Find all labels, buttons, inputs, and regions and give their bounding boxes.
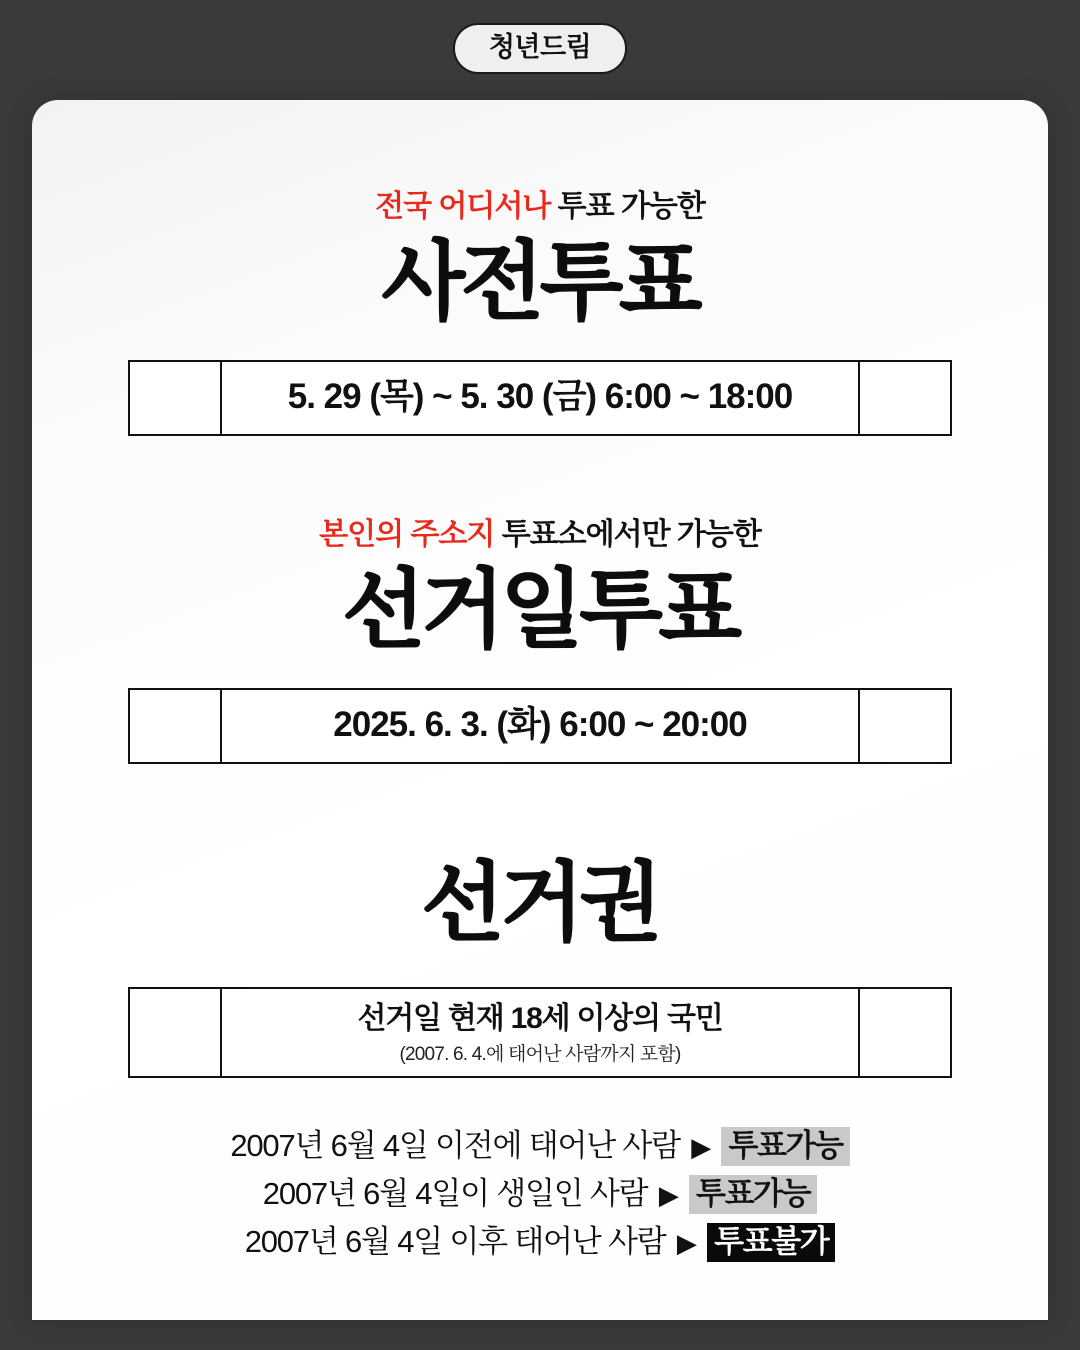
bar-left-cell bbox=[130, 362, 222, 434]
election-day-kicker bbox=[32, 518, 1048, 551]
early-voting-headline: 사전투표 bbox=[381, 234, 699, 330]
section-election-day-voting bbox=[32, 518, 1048, 764]
bar-right-cell bbox=[858, 362, 950, 434]
case-row bbox=[32, 1170, 1048, 1218]
bar-right-cell bbox=[858, 690, 950, 762]
case-row bbox=[32, 1122, 1048, 1170]
early-voting-kicker-rest: 투표 가능한 bbox=[550, 190, 705, 223]
election-day-schedule-bar bbox=[128, 688, 952, 764]
eligibility-cases bbox=[32, 1122, 1048, 1266]
bar-left-cell bbox=[130, 989, 222, 1076]
arrow-right-icon: ▶ bbox=[676, 1227, 696, 1258]
case-text: 2007년 6월 4일 이후 태어난 사람 bbox=[244, 1223, 666, 1259]
election-day-kicker-highlight: 본인의 주소지 bbox=[319, 517, 495, 551]
election-day-kicker-rest: 투표소에서만 가능한 bbox=[494, 517, 761, 551]
case-status-badge: 투표가능 bbox=[689, 1175, 817, 1214]
early-voting-kicker bbox=[32, 190, 1048, 223]
bar-content bbox=[222, 362, 858, 434]
section-eligibility bbox=[32, 854, 1048, 1266]
case-status-badge: 투표불가 bbox=[707, 1223, 835, 1262]
bar-content bbox=[222, 989, 858, 1076]
bar-right-cell bbox=[858, 989, 950, 1076]
election-day-schedule-text: 2025. 6. 3. (화) 6:00 ~ 20:00 bbox=[333, 704, 747, 744]
bar-content bbox=[222, 690, 858, 762]
early-voting-kicker-highlight: 전국 어디서나 bbox=[375, 190, 551, 223]
eligibility-main-text: 선거일 현재 18세 이상의 국민 bbox=[357, 1001, 723, 1035]
case-status-badge: 투표가능 bbox=[721, 1127, 849, 1166]
eligibility-headline: 선거권 bbox=[421, 854, 659, 951]
brand-badge: 청년드림 bbox=[453, 23, 627, 74]
election-day-headline: 선거일투표 bbox=[342, 561, 738, 658]
eligibility-sub-text: (2007. 6. 4.에 태어난 사람까지 포함) bbox=[399, 1043, 681, 1065]
poster-card bbox=[32, 100, 1048, 1320]
early-voting-schedule-text: 5. 29 (목) ~ 5. 30 (금) 6:00 ~ 18:00 bbox=[287, 376, 793, 416]
arrow-right-icon: ▶ bbox=[691, 1131, 711, 1162]
early-voting-schedule-bar bbox=[128, 360, 952, 436]
case-text: 2007년 6월 4일이 생일인 사람 bbox=[262, 1175, 648, 1211]
badge-bar bbox=[0, 0, 1080, 96]
case-row bbox=[32, 1218, 1048, 1266]
arrow-right-icon: ▶ bbox=[658, 1179, 678, 1210]
section-early-voting bbox=[32, 190, 1048, 436]
case-text: 2007년 6월 4일 이전에 태어난 사람 bbox=[230, 1127, 680, 1163]
bar-left-cell bbox=[130, 690, 222, 762]
eligibility-bar bbox=[128, 987, 952, 1078]
